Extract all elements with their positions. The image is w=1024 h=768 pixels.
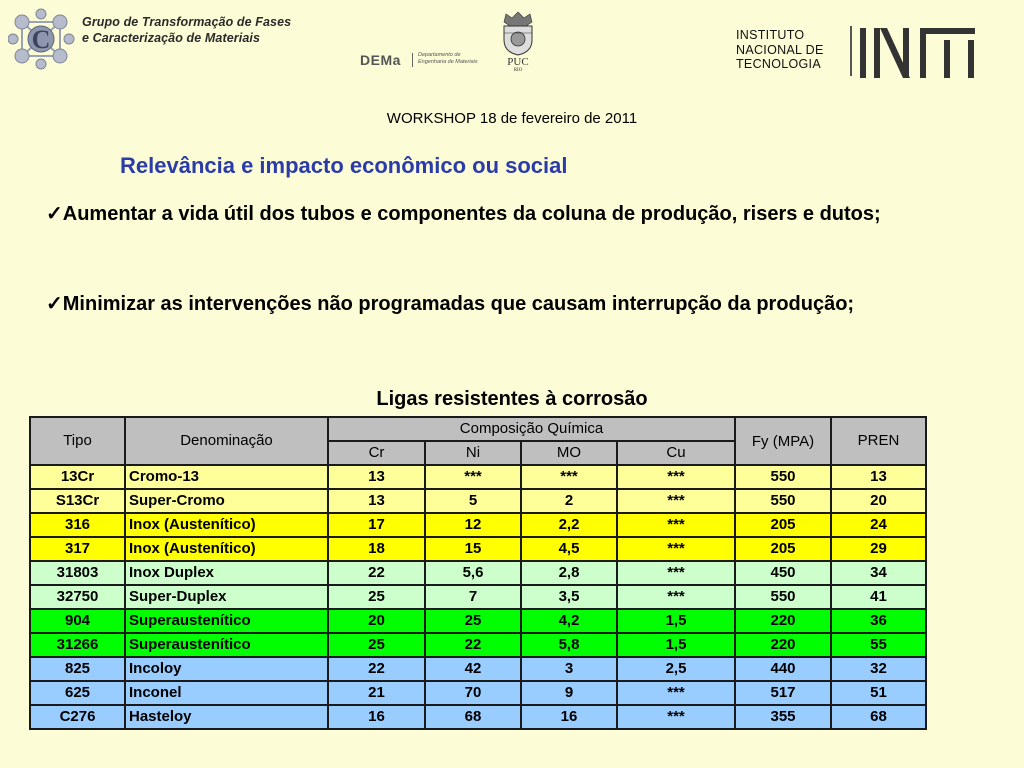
cell-cu: 2,5 [617, 657, 735, 681]
cell-fy: 450 [735, 561, 831, 585]
group-name-line1: Grupo de Transformação de Fases [82, 15, 292, 29]
int-logo [736, 24, 980, 82]
table-row [30, 681, 926, 705]
cell-denominacao: Cromo-13 [125, 465, 328, 489]
cell-cr: 13 [328, 489, 425, 513]
cell-fy: 440 [735, 657, 831, 681]
table-title: Ligas resistentes à corrosão [376, 388, 648, 410]
cell-cu: *** [617, 585, 735, 609]
cell-mo: 16 [521, 705, 617, 729]
cell-cr: 16 [328, 705, 425, 729]
cell-tipo: C276 [30, 705, 125, 729]
cell-cr: 21 [328, 681, 425, 705]
bullet-item [46, 198, 986, 231]
cell-cu: 1,5 [617, 609, 735, 633]
cell-cr: 18 [328, 537, 425, 561]
cell-pren: 13 [831, 465, 926, 489]
cell-cu: *** [617, 681, 735, 705]
cell-fy: 355 [735, 705, 831, 729]
cell-tipo: 904 [30, 609, 125, 633]
cell-tipo: 31803 [30, 561, 125, 585]
dema-subtitle [418, 52, 498, 66]
puc-crest-icon [494, 10, 542, 56]
col-header-composicao: Composição Química [328, 417, 735, 441]
cell-denominacao: Inconel [125, 681, 328, 705]
cell-fy: 550 [735, 465, 831, 489]
col-header-denominacao: Denominação [125, 417, 328, 465]
cell-ni: 5 [425, 489, 521, 513]
puc-label [494, 56, 542, 73]
cell-cr: 25 [328, 633, 425, 657]
cell-fy: 220 [735, 633, 831, 657]
cell-tipo: 625 [30, 681, 125, 705]
cell-fy: 220 [735, 609, 831, 633]
int-monogram-icon [858, 28, 978, 78]
table-row [30, 489, 926, 513]
table-row [30, 561, 926, 585]
cell-cu: *** [617, 705, 735, 729]
cell-mo: 3 [521, 657, 617, 681]
cell-ni: 70 [425, 681, 521, 705]
int-line2: NACIONAL DE [736, 42, 824, 57]
cell-denominacao: Incoloy [125, 657, 328, 681]
cell-fy: 205 [735, 537, 831, 561]
cell-fy: 550 [735, 585, 831, 609]
cell-cr: 25 [328, 585, 425, 609]
check-icon: ✓ [46, 203, 63, 225]
workshop-heading: WORKSHOP 18 de fevereiro de 2011 [386, 110, 638, 127]
table-row [30, 537, 926, 561]
svg-text:C: C [31, 25, 51, 54]
col-header-tipo: Tipo [30, 417, 125, 465]
dema-sub-line2: Engenharia de Materiais [418, 59, 478, 65]
cell-pren: 24 [831, 513, 926, 537]
cell-pren: 32 [831, 657, 926, 681]
cell-mo: 5,8 [521, 633, 617, 657]
group-name-line2: e Caracterização de Materiais [82, 31, 260, 45]
bullet-text: Aumentar a vida útil dos tubos e componentes da coluna de produção, risers e dutos; [62, 203, 881, 225]
cell-mo: 2 [521, 489, 617, 513]
cell-fy: 205 [735, 513, 831, 537]
cell-pren: 51 [831, 681, 926, 705]
cell-mo: 4,2 [521, 609, 617, 633]
cell-tipo: 13Cr [30, 465, 125, 489]
cell-cr: 17 [328, 513, 425, 537]
cell-pren: 34 [831, 561, 926, 585]
dema-divider [412, 53, 413, 67]
cell-tipo: S13Cr [30, 489, 125, 513]
cell-denominacao: Inox (Austenítico) [125, 513, 328, 537]
puc-name: PUC [507, 56, 529, 68]
cell-denominacao: Hasteloy [125, 705, 328, 729]
cell-ni: 12 [425, 513, 521, 537]
cell-tipo: 316 [30, 513, 125, 537]
cell-denominacao: Super-Duplex [125, 585, 328, 609]
group-name [82, 14, 291, 46]
col-header-fy: Fy (MPA) [735, 417, 831, 465]
cell-denominacao: Inox Duplex [125, 561, 328, 585]
bullet-item [46, 288, 986, 321]
cell-ni: 25 [425, 609, 521, 633]
header-row [30, 417, 926, 441]
table-row [30, 657, 926, 681]
cell-ni: 22 [425, 633, 521, 657]
cell-mo: 9 [521, 681, 617, 705]
cell-ni: 15 [425, 537, 521, 561]
cell-tipo: 825 [30, 657, 125, 681]
table-row [30, 633, 926, 657]
col-header-ni: Ni [425, 441, 521, 465]
cell-denominacao: Superaustenítico [125, 633, 328, 657]
dema-sub-line1: Departamento de [418, 52, 461, 58]
puc-logo [494, 10, 542, 74]
cell-pren: 68 [831, 705, 926, 729]
cell-denominacao: Superaustenítico [125, 609, 328, 633]
table-row [30, 705, 926, 729]
cell-cu: *** [617, 465, 735, 489]
cell-denominacao: Super-Cromo [125, 489, 328, 513]
cell-tipo: 317 [30, 537, 125, 561]
cell-ni: 42 [425, 657, 521, 681]
table-row [30, 465, 926, 489]
cell-cu: *** [617, 561, 735, 585]
dema-label: DEMa [360, 52, 401, 68]
cell-mo: 2,2 [521, 513, 617, 537]
cell-ni: *** [425, 465, 521, 489]
cell-cr: 20 [328, 609, 425, 633]
cell-ni: 5,6 [425, 561, 521, 585]
section-title: Relevância e impacto econômico ou social [120, 153, 568, 178]
cell-cu: *** [617, 537, 735, 561]
cell-denominacao: Inox (Austenítico) [125, 537, 328, 561]
check-icon: ✓ [46, 293, 63, 315]
cell-tipo: 31266 [30, 633, 125, 657]
cell-cr: 22 [328, 561, 425, 585]
cell-cr: 13 [328, 465, 425, 489]
cell-fy: 550 [735, 489, 831, 513]
cell-ni: 7 [425, 585, 521, 609]
cell-mo: 3,5 [521, 585, 617, 609]
cell-cr: 22 [328, 657, 425, 681]
group-logo [8, 8, 308, 70]
bullet-text: Minimizar as intervenções não programadas que causam interrupção da produção; [62, 293, 855, 315]
cell-pren: 20 [831, 489, 926, 513]
cell-pren: 55 [831, 633, 926, 657]
col-header-mo: MO [521, 441, 617, 465]
cell-mo: *** [521, 465, 617, 489]
cell-tipo: 32750 [30, 585, 125, 609]
cell-pren: 36 [831, 609, 926, 633]
puc-sub: RIO [513, 68, 523, 73]
alloy-table [29, 416, 927, 730]
cell-ni: 68 [425, 705, 521, 729]
cell-cu: *** [617, 513, 735, 537]
int-line1: INSTITUTO [736, 28, 805, 42]
col-header-cu: Cu [617, 441, 735, 465]
molecule-logo-icon [8, 8, 78, 70]
cell-pren: 41 [831, 585, 926, 609]
int-divider [850, 26, 852, 76]
table-body [30, 465, 926, 729]
int-line3: TECNOLOGIA [736, 57, 821, 71]
cell-cu: 1,5 [617, 633, 735, 657]
int-name [736, 28, 824, 72]
dema-logo [360, 52, 478, 70]
cell-mo: 4,5 [521, 537, 617, 561]
table-row [30, 513, 926, 537]
table-row [30, 585, 926, 609]
cell-fy: 517 [735, 681, 831, 705]
col-header-pren: PREN [831, 417, 926, 465]
cell-mo: 2,8 [521, 561, 617, 585]
cell-cu: *** [617, 489, 735, 513]
cell-pren: 29 [831, 537, 926, 561]
table-row [30, 609, 926, 633]
col-header-cr: Cr [328, 441, 425, 465]
